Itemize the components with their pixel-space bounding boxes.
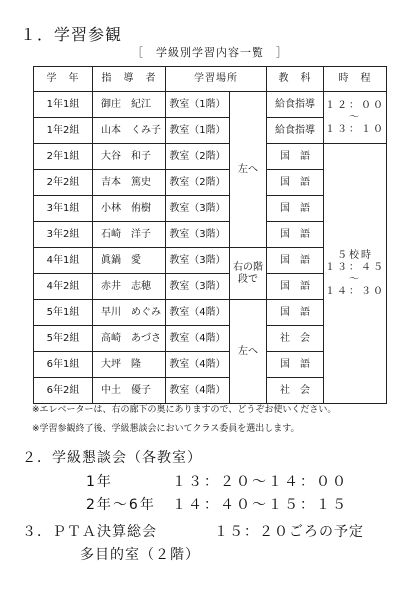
subject-cell: 給食指導 <box>267 92 324 118</box>
table-subtitle: ［ 学級別学習内容一覧 ］ <box>132 46 288 59</box>
grade-cell: 5年1組 <box>34 300 93 326</box>
meeting-line-2-label: 2年〜6年 <box>86 497 156 513</box>
subject-cell: 国 語 <box>267 274 324 300</box>
place-cell: 教室（3階） <box>166 196 230 222</box>
header-place: 学習場所 <box>166 67 267 92</box>
place-cell: 教室（1階） <box>166 118 230 144</box>
teacher-cell: 小林 侑樹 <box>93 196 166 222</box>
subject-cell: 国 語 <box>267 222 324 248</box>
meeting-line-1-label: 1年 <box>86 474 113 490</box>
grade-cell: 6年1組 <box>34 352 93 378</box>
header-time: 時 程 <box>324 67 387 92</box>
grade-cell: 1年1組 <box>34 92 93 118</box>
grade-cell: 6年2組 <box>34 378 93 404</box>
time-start: １２：００ <box>325 99 385 111</box>
note-class-committee: ※学習参観終了後、学級懇談会においてクラス委員を選出します。 <box>32 424 300 434</box>
schedule-table <box>33 66 387 404</box>
subject-cell: 社 会 <box>267 378 324 404</box>
header-grade: 学 年 <box>34 67 93 92</box>
time-cell-2 <box>324 144 387 404</box>
teacher-cell: 高崎 あづさ <box>93 326 166 352</box>
place-cell: 教室（1階） <box>166 92 230 118</box>
table-row <box>34 144 387 170</box>
section-2-title: ２．学級懇談会（各教室） <box>22 450 202 466</box>
pta-meeting-place: 多目的室（２階） <box>80 547 200 563</box>
teacher-cell: 石崎 洋子 <box>93 222 166 248</box>
grade-cell: 2年2組 <box>34 170 93 196</box>
place-cell: 教室（2階） <box>166 170 230 196</box>
meeting-line-1-time: １３：２０〜１４：００ <box>172 474 348 490</box>
subject-cell: 国 語 <box>267 248 324 274</box>
direction-cell-right <box>230 248 267 300</box>
grade-cell: 5年2組 <box>34 326 93 352</box>
teacher-cell: 大谷 和子 <box>93 144 166 170</box>
teacher-cell: 中土 優子 <box>93 378 166 404</box>
teacher-cell: 早川 めぐみ <box>93 300 166 326</box>
table-row <box>34 92 387 118</box>
place-cell: 教室（2階） <box>166 144 230 170</box>
time-start: １３：４５ <box>325 261 385 273</box>
time-end: １３：１０ <box>325 123 385 135</box>
section-1-title: １．学習参観 <box>20 25 123 44</box>
place-cell: 教室（4階） <box>166 352 230 378</box>
direction-text: 右の階段で <box>233 261 263 285</box>
subject-cell: 給食指導 <box>267 118 324 144</box>
place-cell: 教室（3階） <box>166 274 230 300</box>
teacher-cell: 赤井 志穂 <box>93 274 166 300</box>
place-cell: 教室（3階） <box>166 248 230 274</box>
place-cell: 教室（3階） <box>166 222 230 248</box>
grade-cell: 1年2組 <box>34 118 93 144</box>
subject-cell: 国 語 <box>267 170 324 196</box>
meeting-line-2-time: １４：４０〜１５：１５ <box>172 497 348 513</box>
direction-text: 左へ <box>238 163 258 175</box>
time-sep: 〜 <box>349 273 361 285</box>
direction-text: 左へ <box>238 345 258 357</box>
subject-cell: 国 語 <box>267 144 324 170</box>
teacher-cell: 山本 くみ子 <box>93 118 166 144</box>
grade-cell: 3年1組 <box>34 196 93 222</box>
subject-cell: 国 語 <box>267 196 324 222</box>
grade-cell: 4年2組 <box>34 274 93 300</box>
note-elevator: ※エレベーターは、右の廊下の奥にありますので、どうぞお使いください。 <box>32 405 337 415</box>
table-header-row <box>34 67 387 92</box>
time-period: ５校時 <box>337 249 373 261</box>
section-3-title: ３．ＰＴＡ決算総会 <box>22 524 157 540</box>
time-sep: 〜 <box>349 111 361 123</box>
subject-cell: 国 語 <box>267 352 324 378</box>
teacher-cell: 吉本 篤史 <box>93 170 166 196</box>
subject-cell: 国 語 <box>267 300 324 326</box>
pta-meeting-time: １５：２０ごろの予定 <box>214 524 364 540</box>
place-cell: 教室（4階） <box>166 326 230 352</box>
grade-cell: 2年1組 <box>34 144 93 170</box>
teacher-cell: 眞鍋 愛 <box>93 248 166 274</box>
direction-cell-left-2 <box>230 300 267 404</box>
place-cell: 教室（4階） <box>166 378 230 404</box>
place-cell: 教室（4階） <box>166 300 230 326</box>
time-cell-1 <box>324 92 387 144</box>
direction-cell-left-1 <box>230 92 267 248</box>
grade-cell: 3年2組 <box>34 222 93 248</box>
header-teacher: 指 導 者 <box>93 67 166 92</box>
teacher-cell: 御庄 紀江 <box>93 92 166 118</box>
teacher-cell: 大坪 隆 <box>93 352 166 378</box>
subject-cell: 社 会 <box>267 326 324 352</box>
time-end: １４：３０ <box>325 285 385 297</box>
grade-cell: 4年1組 <box>34 248 93 274</box>
header-subject: 教 科 <box>267 67 324 92</box>
